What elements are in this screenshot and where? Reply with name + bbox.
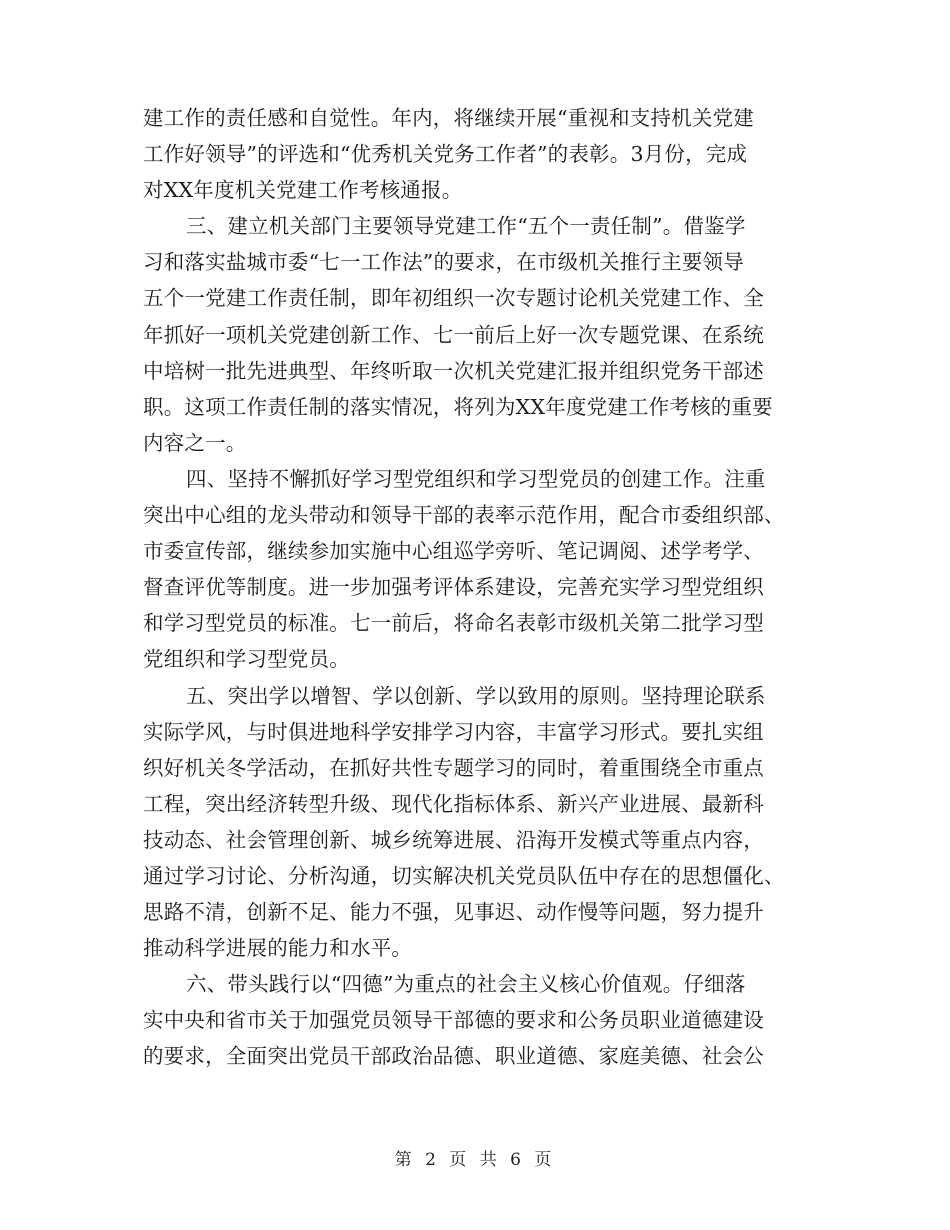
- text-line: 思路不清，创新不足、能力不强，见事迟、动作慢等问题，努力提升: [143, 900, 764, 925]
- document-body: [143, 100, 803, 1075]
- paragraph-2: [143, 208, 803, 461]
- text-line: 督查评优等制度。进一步加强考评体系建设，完善充实学习型党组织: [143, 575, 764, 600]
- text-line: 突出中心组的龙头带动和领导干部的表率示范作用，配合市委组织部、: [143, 503, 785, 528]
- text-line: 中培树一批先进典型、年终听取一次机关党建汇报并组织党务干部述: [143, 358, 764, 383]
- text-line: 工程，突出经济转型升级、现代化指标体系、新兴产业进展、最新科: [143, 791, 764, 816]
- text-line: 五、突出学以增智、学以创新、学以致用的原则。坚持理论联系: [186, 683, 766, 708]
- paragraph-4: [143, 678, 803, 967]
- text-line: 建工作的责任感和自觉性。年内，将继续开展“重视和支持机关党建: [143, 106, 754, 130]
- text-line: 实际学风，与时俱进地科学安排学习内容，丰富学习形式。要扎实组: [143, 719, 764, 744]
- paragraph-3: [143, 461, 803, 678]
- text-line: 职。这项工作责任制的落实情况，将列为XX年度党建工作考核的重要: [143, 394, 773, 419]
- text-line: 五个一党建工作责任制，即年初组织一次专题讨论机关党建工作、全: [143, 286, 764, 311]
- page-number-footer: 第 2 页 共 6 页: [394, 1150, 556, 1170]
- text-line: 织好机关冬学活动，在抓好共性专题学习的同时，着重围绕全市重点: [143, 755, 764, 780]
- text-line: 对XX年度机关党建工作考核通报。: [143, 178, 463, 203]
- text-line: 市委宣传部，继续参加实施中心组巡学旁听、笔记调阅、述学考学、: [143, 539, 764, 564]
- text-line: 习和落实盐城市委“七一工作法”的要求，在市级机关推行主要领导: [143, 250, 744, 275]
- text-line: 推动科学进展的能力和水平。: [143, 936, 413, 961]
- paragraph-5: [143, 966, 803, 1074]
- text-line: 内容之一。: [143, 430, 247, 455]
- text-line: 工作好领导”的评选和“优秀机关党务工作者”的表彰。3月份，完成: [143, 142, 748, 167]
- text-line: 四、坚持不懈抓好学习型党组织和学习型党员的创建工作。注重: [186, 466, 766, 491]
- text-line: 实中央和省市关于加强党员领导干部德的要求和公务员职业道德建设: [143, 1008, 764, 1033]
- text-line: 六、带头践行以“四德”为重点的社会主义核心价值观。仔细落: [186, 972, 746, 997]
- text-line: 年抓好一项机关党建创新工作、七一前后上好一次专题党课、在系统: [143, 322, 764, 347]
- text-line: 通过学习讨论、分析沟通，切实解决机关党员队伍中存在的思想僵化、: [143, 863, 785, 888]
- text-line: 党组织和学习型党员。: [143, 647, 350, 672]
- text-line: 的要求，全面突出党员干部政治品德、职业道德、家庭美德、社会公: [143, 1044, 764, 1069]
- text-line: 技动态、社会管理创新、城乡统筹进展、沿海开发模式等重点内容，: [143, 827, 764, 852]
- text-line: 和学习型党员的标准。七一前后，将命名表彰市级机关第二批学习型: [143, 611, 764, 636]
- paragraph-1: [143, 100, 803, 208]
- text-line: 三、建立机关部门主要领导党建工作“五个一责任制”。借鉴学: [186, 214, 746, 239]
